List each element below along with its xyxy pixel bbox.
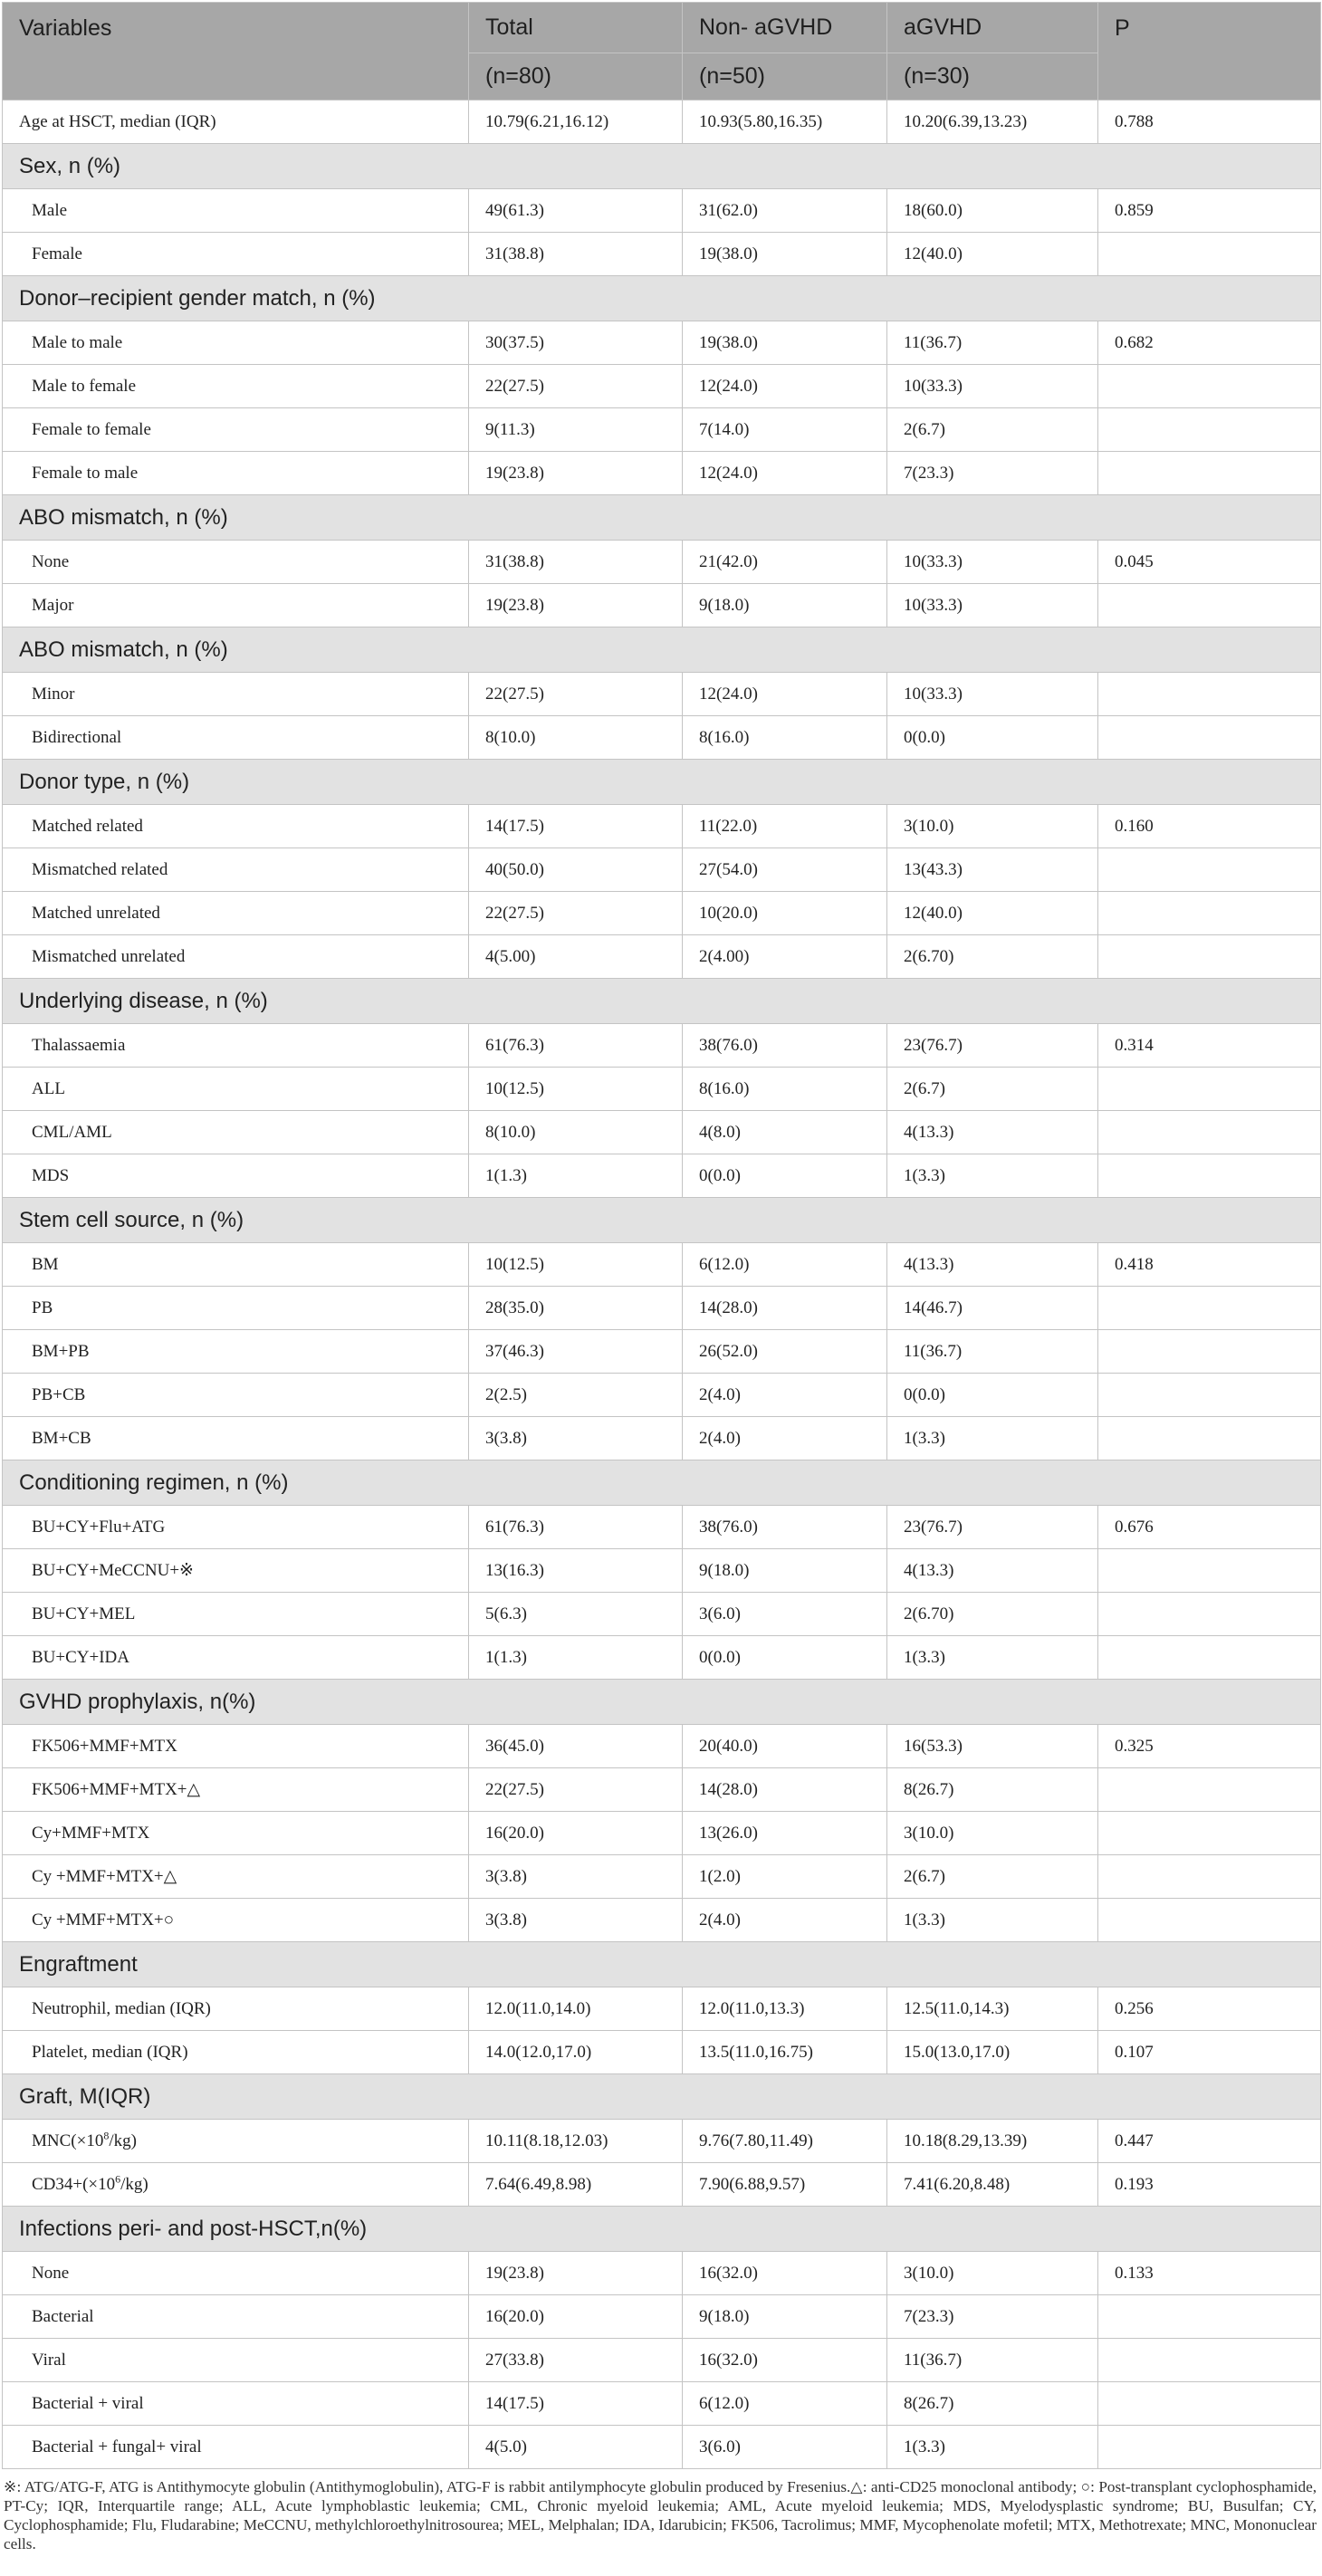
table-row: [3, 1068, 1321, 1111]
table-row: [3, 1243, 1321, 1287]
section-row: [3, 1198, 1321, 1243]
p-value-cell: [1098, 365, 1321, 408]
section-heading: Stem cell source, n (%): [3, 1198, 1321, 1243]
table-row: [3, 2120, 1321, 2163]
agvhd-cell: 14(46.7): [887, 1287, 1098, 1330]
p-value-cell: [1098, 892, 1321, 935]
variable-cell: Platelet, median (IQR): [3, 2031, 469, 2074]
variable-cell: Age at HSCT, median (IQR): [3, 101, 469, 144]
total-cell: 8(10.0): [469, 716, 683, 760]
agvhd-cell: 8(26.7): [887, 2382, 1098, 2426]
table-row: [3, 1549, 1321, 1593]
agvhd-cell: 1(3.3): [887, 1899, 1098, 1942]
total-cell: 14(17.5): [469, 2382, 683, 2426]
header-agvhd: aGVHD: [887, 3, 1098, 53]
agvhd-cell: 10.20(6.39,13.23): [887, 101, 1098, 144]
agvhd-cell: 2(6.70): [887, 1593, 1098, 1636]
table-row: [3, 321, 1321, 365]
table-row: [3, 2031, 1321, 2074]
table-row: [3, 584, 1321, 627]
header-total-n: (n=80): [469, 53, 683, 101]
table-row: [3, 2382, 1321, 2426]
total-cell: 16(20.0): [469, 1812, 683, 1855]
table-row: [3, 2339, 1321, 2382]
p-value-cell: [1098, 1287, 1321, 1330]
agvhd-cell: 11(36.7): [887, 321, 1098, 365]
total-cell: 10(12.5): [469, 1243, 683, 1287]
p-value-cell: 0.045: [1098, 541, 1321, 584]
p-value-cell: 0.447: [1098, 2120, 1321, 2163]
agvhd-cell: 0(0.0): [887, 1374, 1098, 1417]
total-cell: 19(23.8): [469, 584, 683, 627]
table-row: [3, 452, 1321, 495]
p-value-cell: [1098, 452, 1321, 495]
agvhd-cell: 2(6.7): [887, 1855, 1098, 1899]
agvhd-cell: 13(43.3): [887, 848, 1098, 892]
non-agvhd-cell: 1(2.0): [683, 1855, 887, 1899]
table-row: [3, 848, 1321, 892]
variable-cell: FK506+MMF+MTX+△: [3, 1768, 469, 1812]
total-cell: 31(38.8): [469, 541, 683, 584]
variable-cell: CML/AML: [3, 1111, 469, 1154]
p-value-cell: [1098, 233, 1321, 276]
header-total: Total: [469, 3, 683, 53]
variable-cell: BU+CY+MeCCNU+※: [3, 1549, 469, 1593]
variable-cell: BU+CY+MEL: [3, 1593, 469, 1636]
p-value-cell: [1098, 584, 1321, 627]
variable-cell: Male to male: [3, 321, 469, 365]
non-agvhd-cell: 9.76(7.80,11.49): [683, 2120, 887, 2163]
total-cell: 61(76.3): [469, 1024, 683, 1068]
p-value-cell: 0.859: [1098, 189, 1321, 233]
total-cell: 3(3.8): [469, 1855, 683, 1899]
non-agvhd-cell: 16(32.0): [683, 2252, 887, 2295]
section-heading: Conditioning regimen, n (%): [3, 1460, 1321, 1506]
agvhd-cell: 10(33.3): [887, 541, 1098, 584]
p-value-cell: [1098, 673, 1321, 716]
non-agvhd-cell: 7(14.0): [683, 408, 887, 452]
table-row: [3, 1417, 1321, 1460]
section-row: [3, 627, 1321, 673]
variable-cell: Cy+MMF+MTX: [3, 1812, 469, 1855]
section-row: [3, 1680, 1321, 1725]
agvhd-cell: 4(13.3): [887, 1549, 1098, 1593]
agvhd-cell: 7.41(6.20,8.48): [887, 2163, 1098, 2207]
agvhd-cell: 4(13.3): [887, 1111, 1098, 1154]
variable-cell: PB+CB: [3, 1374, 469, 1417]
non-agvhd-cell: 9(18.0): [683, 1549, 887, 1593]
non-agvhd-cell: 12(24.0): [683, 452, 887, 495]
section-row: [3, 2207, 1321, 2252]
table-row: [3, 935, 1321, 979]
table-row: [3, 2163, 1321, 2207]
total-cell: 8(10.0): [469, 1111, 683, 1154]
unit-base: MNC(×10: [32, 2131, 104, 2150]
total-cell: 22(27.5): [469, 1768, 683, 1812]
section-heading: Graft, M(IQR): [3, 2074, 1321, 2120]
non-agvhd-cell: 12(24.0): [683, 365, 887, 408]
table-header: [3, 3, 1321, 101]
p-value-cell: [1098, 1154, 1321, 1198]
table-row: [3, 541, 1321, 584]
non-agvhd-cell: 38(76.0): [683, 1506, 887, 1549]
total-cell: 22(27.5): [469, 892, 683, 935]
agvhd-cell: 12(40.0): [887, 892, 1098, 935]
variable-cell: Mismatched unrelated: [3, 935, 469, 979]
non-agvhd-cell: 7.90(6.88,9.57): [683, 2163, 887, 2207]
p-value-cell: 0.682: [1098, 321, 1321, 365]
total-cell: 61(76.3): [469, 1506, 683, 1549]
header-p: P: [1098, 3, 1321, 101]
variable-cell: BU+CY+Flu+ATG: [3, 1506, 469, 1549]
total-cell: 3(3.8): [469, 1417, 683, 1460]
table-row: [3, 1024, 1321, 1068]
header-non-agvhd-n: (n=50): [683, 53, 887, 101]
section-row: [3, 1942, 1321, 1987]
p-value-cell: [1098, 1374, 1321, 1417]
total-cell: 1(1.3): [469, 1636, 683, 1680]
variable-cell: Female: [3, 233, 469, 276]
non-agvhd-cell: 13.5(11.0,16.75): [683, 2031, 887, 2074]
agvhd-cell: 23(76.7): [887, 1024, 1098, 1068]
non-agvhd-cell: 38(76.0): [683, 1024, 887, 1068]
agvhd-cell: 18(60.0): [887, 189, 1098, 233]
total-cell: 12.0(11.0,14.0): [469, 1987, 683, 2031]
unit-base: CD34+(×10: [32, 2174, 116, 2194]
unit-exponent: 6: [115, 2172, 121, 2186]
agvhd-cell: 12.5(11.0,14.3): [887, 1987, 1098, 2031]
non-agvhd-cell: 9(18.0): [683, 2295, 887, 2339]
non-agvhd-cell: 2(4.0): [683, 1374, 887, 1417]
total-cell: 9(11.3): [469, 408, 683, 452]
non-agvhd-cell: 2(4.00): [683, 935, 887, 979]
section-heading: GVHD prophylaxis, n(%): [3, 1680, 1321, 1725]
agvhd-cell: 2(6.70): [887, 935, 1098, 979]
total-cell: 4(5.0): [469, 2426, 683, 2469]
non-agvhd-cell: 0(0.0): [683, 1154, 887, 1198]
variable-cell: None: [3, 541, 469, 584]
p-value-cell: [1098, 2426, 1321, 2469]
non-agvhd-cell: 2(4.0): [683, 1899, 887, 1942]
table-row: [3, 1154, 1321, 1198]
p-value-cell: 0.133: [1098, 2252, 1321, 2295]
non-agvhd-cell: 19(38.0): [683, 233, 887, 276]
p-value-cell: [1098, 408, 1321, 452]
non-agvhd-cell: 20(40.0): [683, 1725, 887, 1768]
non-agvhd-cell: 13(26.0): [683, 1812, 887, 1855]
variable-cell: BM: [3, 1243, 469, 1287]
total-cell: 14.0(12.0,17.0): [469, 2031, 683, 2074]
variable-cell: MDS: [3, 1154, 469, 1198]
total-cell: 14(17.5): [469, 805, 683, 848]
non-agvhd-cell: 12.0(11.0,13.3): [683, 1987, 887, 2031]
section-heading: ABO mismatch, n (%): [3, 627, 1321, 673]
section-row: [3, 979, 1321, 1024]
non-agvhd-cell: 8(16.0): [683, 716, 887, 760]
unit-exponent: 8: [103, 2129, 110, 2142]
non-agvhd-cell: 14(28.0): [683, 1768, 887, 1812]
agvhd-cell: 23(76.7): [887, 1506, 1098, 1549]
section-heading: Underlying disease, n (%): [3, 979, 1321, 1024]
variable-cell: Bidirectional: [3, 716, 469, 760]
non-agvhd-cell: 0(0.0): [683, 1636, 887, 1680]
non-agvhd-cell: 27(54.0): [683, 848, 887, 892]
p-value-cell: [1098, 1593, 1321, 1636]
table-row: [3, 233, 1321, 276]
non-agvhd-cell: 6(12.0): [683, 1243, 887, 1287]
total-cell: 36(45.0): [469, 1725, 683, 1768]
table-row: [3, 1812, 1321, 1855]
variable-cell: Cy +MMF+MTX+○: [3, 1899, 469, 1942]
p-value-cell: [1098, 1068, 1321, 1111]
p-value-cell: [1098, 2382, 1321, 2426]
p-value-cell: 0.314: [1098, 1024, 1321, 1068]
total-cell: 37(46.3): [469, 1330, 683, 1374]
agvhd-cell: 11(36.7): [887, 1330, 1098, 1374]
section-row: [3, 760, 1321, 805]
variable-cell: Bacterial: [3, 2295, 469, 2339]
agvhd-cell: 7(23.3): [887, 2295, 1098, 2339]
p-value-cell: [1098, 1812, 1321, 1855]
non-agvhd-cell: 10.93(5.80,16.35): [683, 101, 887, 144]
total-cell: 2(2.5): [469, 1374, 683, 1417]
section-heading: Infections peri- and post-HSCT,n(%): [3, 2207, 1321, 2252]
variable-cell: Bacterial + fungal+ viral: [3, 2426, 469, 2469]
p-value-cell: 0.160: [1098, 805, 1321, 848]
variable-cell: [3, 2120, 469, 2163]
table-body: [3, 101, 1321, 2469]
variable-cell: Male to female: [3, 365, 469, 408]
agvhd-cell: 1(3.3): [887, 2426, 1098, 2469]
total-cell: 40(50.0): [469, 848, 683, 892]
agvhd-cell: 3(10.0): [887, 805, 1098, 848]
total-cell: 13(16.3): [469, 1549, 683, 1593]
agvhd-cell: 1(3.3): [887, 1154, 1098, 1198]
agvhd-cell: 16(53.3): [887, 1725, 1098, 1768]
table-row: [3, 1725, 1321, 1768]
variable-cell: BM+CB: [3, 1417, 469, 1460]
p-value-cell: 0.107: [1098, 2031, 1321, 2074]
total-cell: 22(27.5): [469, 365, 683, 408]
header-variables: Variables: [3, 3, 469, 101]
variable-cell: [3, 2163, 469, 2207]
non-agvhd-cell: 26(52.0): [683, 1330, 887, 1374]
table-row: [3, 1768, 1321, 1812]
variable-cell: Female to male: [3, 452, 469, 495]
header-non-agvhd: Non- aGVHD: [683, 3, 887, 53]
p-value-cell: 0.418: [1098, 1243, 1321, 1287]
section-heading: Donor–recipient gender match, n (%): [3, 276, 1321, 321]
p-value-cell: [1098, 2339, 1321, 2382]
table-row: [3, 1374, 1321, 1417]
total-cell: 22(27.5): [469, 673, 683, 716]
p-value-cell: [1098, 1417, 1321, 1460]
agvhd-cell: 1(3.3): [887, 1417, 1098, 1460]
section-row: [3, 144, 1321, 189]
total-cell: 16(20.0): [469, 2295, 683, 2339]
non-agvhd-cell: 8(16.0): [683, 1068, 887, 1111]
variable-cell: PB: [3, 1287, 469, 1330]
table-row: [3, 1855, 1321, 1899]
table-row: [3, 2295, 1321, 2339]
p-value-cell: 0.193: [1098, 2163, 1321, 2207]
table-row: [3, 1330, 1321, 1374]
non-agvhd-cell: 4(8.0): [683, 1111, 887, 1154]
p-value-cell: 0.325: [1098, 1725, 1321, 1768]
p-value-cell: [1098, 848, 1321, 892]
p-value-cell: 0.256: [1098, 1987, 1321, 2031]
p-value-cell: 0.676: [1098, 1506, 1321, 1549]
agvhd-cell: 3(10.0): [887, 2252, 1098, 2295]
non-agvhd-cell: 3(6.0): [683, 2426, 887, 2469]
variable-cell: Cy +MMF+MTX+△: [3, 1855, 469, 1899]
table-row: [3, 365, 1321, 408]
section-row: [3, 2074, 1321, 2120]
variable-cell: Thalassaemia: [3, 1024, 469, 1068]
p-value-cell: [1098, 1549, 1321, 1593]
p-value-cell: [1098, 1768, 1321, 1812]
non-agvhd-cell: 10(20.0): [683, 892, 887, 935]
agvhd-cell: 10(33.3): [887, 365, 1098, 408]
total-cell: 19(23.8): [469, 452, 683, 495]
agvhd-cell: 10.18(8.29,13.39): [887, 2120, 1098, 2163]
non-agvhd-cell: 11(22.0): [683, 805, 887, 848]
agvhd-cell: 2(6.7): [887, 408, 1098, 452]
variable-cell: Mismatched related: [3, 848, 469, 892]
agvhd-cell: 4(13.3): [887, 1243, 1098, 1287]
total-cell: 30(37.5): [469, 321, 683, 365]
non-agvhd-cell: 6(12.0): [683, 2382, 887, 2426]
section-row: [3, 276, 1321, 321]
variable-cell: BU+CY+IDA: [3, 1636, 469, 1680]
table-row: [3, 1636, 1321, 1680]
variable-cell: Male: [3, 189, 469, 233]
variable-cell: Bacterial + viral: [3, 2382, 469, 2426]
table-footnote: ※: ATG/ATG-F, ATG is Antithymocyte globulin (Antithymoglobulin), ATG-F is rabbit antilymphocyte globulin produced by Fresenius.△: anti-CD25 monoclonal antibody; ○: Post-transplant cyclophosphamide, PT-Cy; IQR, Interquartile range; ALL, Acute lymphoblastic leukemia; CML, Chronic myeloid leukemia; AML, Acute myeloid leukemia; MDS, Myelodysplastic syndrome; BU, Busulfan; CY, Cyclophosphamide; Flu, Fludarabine; MeCCNU, methylchloroethylnitrosourea; MEL, Melphalan; IDA, Idarubicin; FK506, Tacrolimus; MMF, Mycophenolate mofetil; MTX, Methotrexate; MNC, Mononuclear cells.: [4, 2478, 1317, 2552]
total-cell: 49(61.3): [469, 189, 683, 233]
non-agvhd-cell: 12(24.0): [683, 673, 887, 716]
agvhd-cell: 8(26.7): [887, 1768, 1098, 1812]
table-row: [3, 2252, 1321, 2295]
total-cell: 10(12.5): [469, 1068, 683, 1111]
agvhd-cell: 3(10.0): [887, 1812, 1098, 1855]
table-row: [3, 1593, 1321, 1636]
unit-suffix: /kg): [120, 2174, 148, 2194]
total-cell: 19(23.8): [469, 2252, 683, 2295]
total-cell: 27(33.8): [469, 2339, 683, 2382]
p-value-cell: [1098, 1111, 1321, 1154]
variable-cell: Major: [3, 584, 469, 627]
variable-cell: BM+PB: [3, 1330, 469, 1374]
unit-suffix: /kg): [109, 2131, 137, 2150]
p-value-cell: [1098, 716, 1321, 760]
variable-cell: Neutrophil, median (IQR): [3, 1987, 469, 2031]
table-row: [3, 1506, 1321, 1549]
header-agvhd-n: (n=30): [887, 53, 1098, 101]
agvhd-cell: 2(6.7): [887, 1068, 1098, 1111]
variable-cell: ALL: [3, 1068, 469, 1111]
non-agvhd-cell: 19(38.0): [683, 321, 887, 365]
non-agvhd-cell: 14(28.0): [683, 1287, 887, 1330]
total-cell: 5(6.3): [469, 1593, 683, 1636]
non-agvhd-cell: 21(42.0): [683, 541, 887, 584]
table-row: [3, 1287, 1321, 1330]
p-value-cell: [1098, 1899, 1321, 1942]
p-value-cell: [1098, 2295, 1321, 2339]
non-agvhd-cell: 2(4.0): [683, 1417, 887, 1460]
header-row-1: [3, 3, 1321, 53]
agvhd-cell: 7(23.3): [887, 452, 1098, 495]
agvhd-cell: 11(36.7): [887, 2339, 1098, 2382]
section-row: [3, 495, 1321, 541]
total-cell: 3(3.8): [469, 1899, 683, 1942]
variable-cell: Matched related: [3, 805, 469, 848]
table-row: [3, 1111, 1321, 1154]
agvhd-cell: 10(33.3): [887, 584, 1098, 627]
total-cell: 31(38.8): [469, 233, 683, 276]
section-heading: Sex, n (%): [3, 144, 1321, 189]
p-value-cell: 0.788: [1098, 101, 1321, 144]
table-row: [3, 101, 1321, 144]
agvhd-cell: 0(0.0): [887, 716, 1098, 760]
p-value-cell: [1098, 1855, 1321, 1899]
non-agvhd-cell: 3(6.0): [683, 1593, 887, 1636]
p-value-cell: [1098, 935, 1321, 979]
agvhd-cell: 12(40.0): [887, 233, 1098, 276]
characteristics-table: [2, 2, 1321, 2469]
total-cell: 7.64(6.49,8.98): [469, 2163, 683, 2207]
variable-cell: Minor: [3, 673, 469, 716]
agvhd-cell: 15.0(13.0,17.0): [887, 2031, 1098, 2074]
p-value-cell: [1098, 1330, 1321, 1374]
section-heading: ABO mismatch, n (%): [3, 495, 1321, 541]
table-row: [3, 716, 1321, 760]
table-row: [3, 1899, 1321, 1942]
section-row: [3, 1460, 1321, 1506]
total-cell: 10.79(6.21,16.12): [469, 101, 683, 144]
table-row: [3, 189, 1321, 233]
total-cell: 28(35.0): [469, 1287, 683, 1330]
variable-cell: FK506+MMF+MTX: [3, 1725, 469, 1768]
table-row: [3, 1987, 1321, 2031]
table-row: [3, 2426, 1321, 2469]
table-row: [3, 892, 1321, 935]
table-row: [3, 408, 1321, 452]
variable-cell: Female to female: [3, 408, 469, 452]
section-heading: Engraftment: [3, 1942, 1321, 1987]
non-agvhd-cell: 31(62.0): [683, 189, 887, 233]
total-cell: 4(5.00): [469, 935, 683, 979]
variable-cell: Matched unrelated: [3, 892, 469, 935]
table-row: [3, 673, 1321, 716]
total-cell: 1(1.3): [469, 1154, 683, 1198]
table-row: [3, 805, 1321, 848]
non-agvhd-cell: 9(18.0): [683, 584, 887, 627]
variable-cell: Viral: [3, 2339, 469, 2382]
agvhd-cell: 10(33.3): [887, 673, 1098, 716]
p-value-cell: [1098, 1636, 1321, 1680]
non-agvhd-cell: 16(32.0): [683, 2339, 887, 2382]
section-heading: Donor type, n (%): [3, 760, 1321, 805]
total-cell: 10.11(8.18,12.03): [469, 2120, 683, 2163]
variable-cell: None: [3, 2252, 469, 2295]
agvhd-cell: 1(3.3): [887, 1636, 1098, 1680]
